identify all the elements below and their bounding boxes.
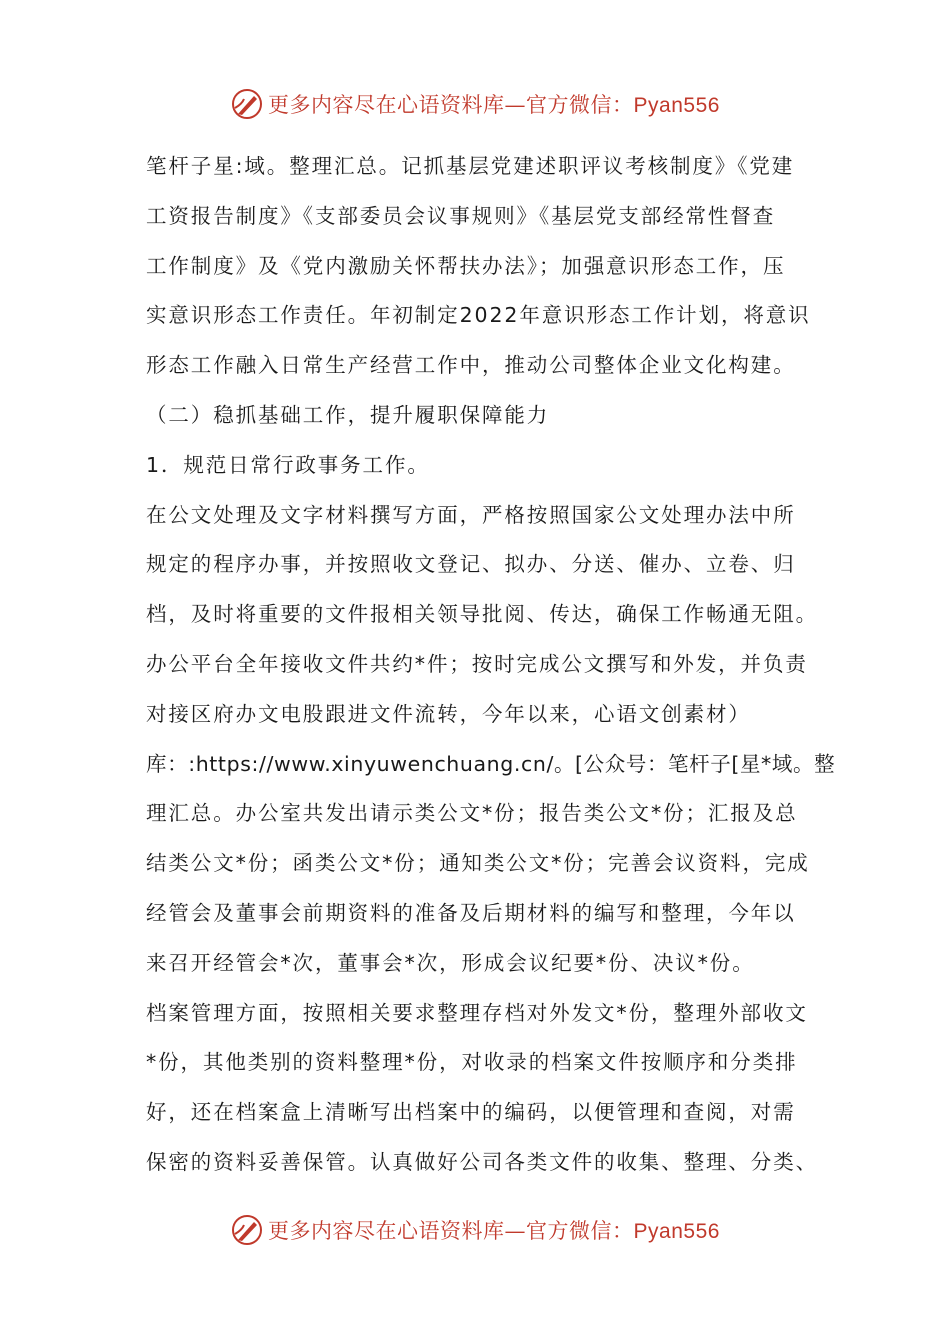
body-line: 工作制度》及《党内激励关怀帮扶办法》；加强意识形态工作，压: [146, 253, 786, 278]
body-line: 来召开经管会*次，董事会*次，形成会议纪要*份、决议*份。: [146, 950, 755, 975]
body-line: 在公文处理及文字材料撰写方面，严格按照国家公文处理办法中所: [146, 502, 796, 527]
body-line: 档案管理方面，按照相关要求整理存档对外发文*份，整理外部收文: [146, 1000, 808, 1025]
document-body: [146, 142, 836, 1188]
body-line: 工资报告制度》《支部委员会议事规则》《基层党支部经常性督查: [146, 203, 776, 228]
body-line: 好，还在档案盒上清晰写出档案中的编码，以便管理和查阅，对需: [146, 1100, 796, 1125]
body-line-url: 库：:https://www.xinyuwenchuang.cn/。[公众号：笔杆子[星*域。整: [146, 751, 836, 776]
subsection-heading: 1．规范日常行政事务工作。: [146, 452, 430, 477]
footer-banner: [0, 1210, 950, 1250]
body-line: 对接区府办文电股跟进文件流转，今年以来，心语文创素材）: [146, 701, 751, 726]
body-line: 办公平台全年接收文件共约*件；按时完成公文撰写和外发，并负责: [146, 651, 808, 676]
header-banner-text: 更多内容尽在心语资料库—官方微信：Pyan556: [268, 93, 720, 117]
body-line: 实意识形态工作责任。年初制定2022年意识形态工作计划，将意识: [146, 303, 811, 328]
body-line: 笔杆子星:域。整理汇总。记抓基层党建述职评议考核制度》《党建: [146, 154, 795, 178]
header-banner: [0, 84, 950, 124]
quill-logo-icon: [230, 87, 264, 121]
body-line: 保密的资料妥善保管。认真做好公司各类文件的收集、整理、分类、: [146, 1149, 818, 1174]
header-banner-handle: Pyan556: [633, 94, 720, 117]
body-line: 档，及时将重要的文件报相关领导批阅、传达，确保工作畅通无阻。: [146, 602, 818, 627]
quill-logo-icon: [230, 1213, 264, 1247]
body-line: 结类公文*份；函类公文*份；通知类公文*份；完善会议资料，完成: [146, 851, 810, 876]
body-line: 形态工作融入日常生产经营工作中，推动公司整体企业文化构建。: [146, 353, 796, 378]
body-line: 理汇总。办公室共发出请示类公文*份；报告类公文*份；汇报及总: [146, 801, 798, 826]
body-line: 规定的程序办事，并按照收文登记、拟办、分送、催办、立卷、归: [146, 552, 796, 577]
footer-banner-handle: Pyan556: [633, 1220, 720, 1243]
body-line: 经管会及董事会前期资料的准备及后期材料的编写和整理，今年以: [146, 900, 796, 925]
footer-banner-text: 更多内容尽在心语资料库—官方微信：Pyan556: [268, 1219, 720, 1243]
body-line: *份，其他类别的资料整理*份，对收录的档案文件按顺序和分类排: [146, 1050, 798, 1075]
section-heading: （二）稳抓基础工作，提升履职保障能力: [146, 402, 550, 427]
